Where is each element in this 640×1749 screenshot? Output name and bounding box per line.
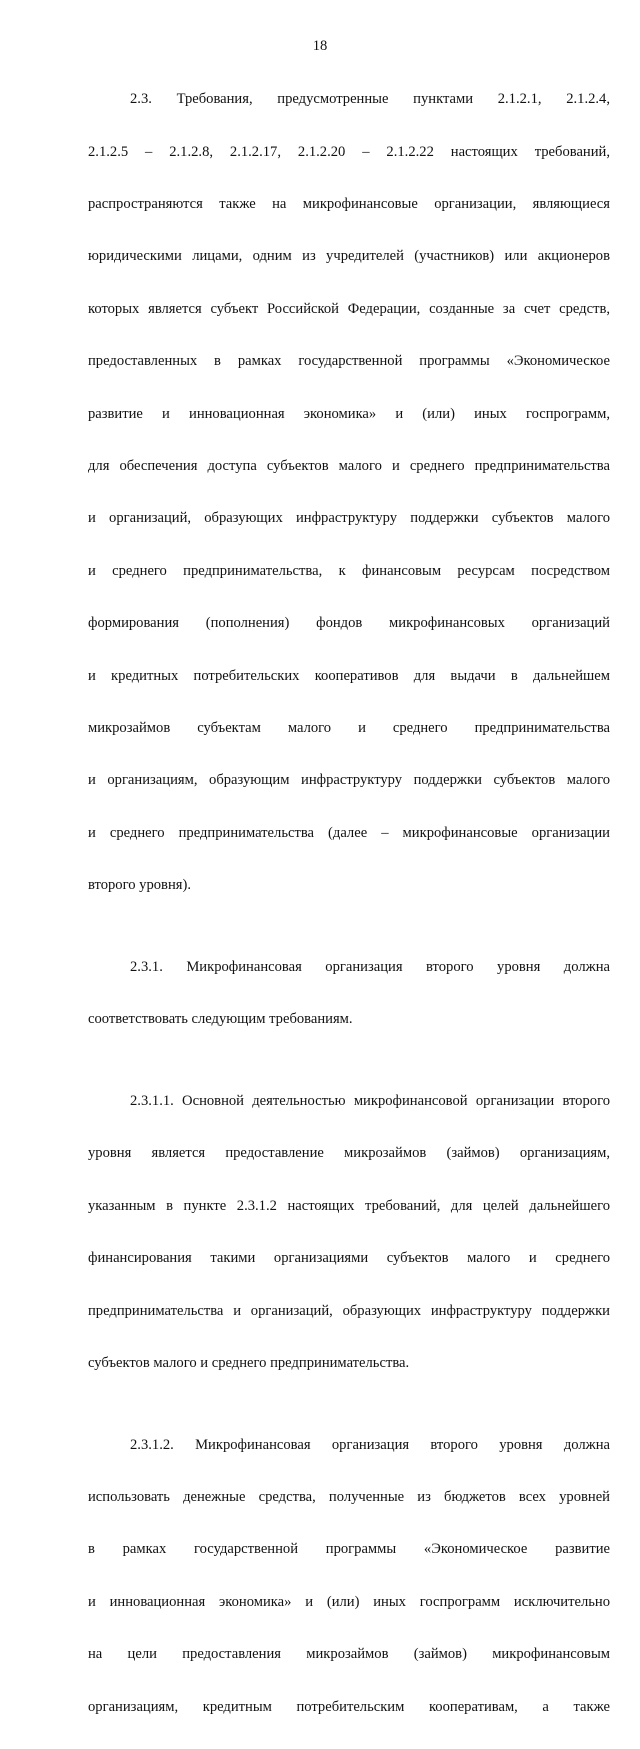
paragraph-2-3	[88, 60, 610, 925]
text-line: микрозаймов субъектам малого и среднего предпринимательства	[88, 720, 610, 737]
text-line: 2.3.1.2. Микрофинансовая организация второго уровня должна	[130, 1436, 610, 1453]
text-line: распространяются также на микрофинансовые организации, являющиеся	[88, 196, 610, 213]
text-line: 2.1.2.5 – 2.1.2.8, 2.1.2.17, 2.1.2.20 – 2.1.2.22 настоящих требований,	[88, 143, 610, 160]
text-line: в рамках государственной программы «Экономическое развитие	[88, 1541, 610, 1558]
text-line: и кредитных потребительских кооперативов для выдачи в дальнейшем	[88, 667, 610, 684]
text-line: предоставленных в рамках государственной программы «Экономическое	[88, 353, 610, 370]
page-number: 18	[312, 38, 328, 54]
text-line: формирования (пополнения) фондов микрофинансовых организаций	[88, 615, 610, 632]
text-line: 2.3.1.1. Основной деятельностью микрофинансовой организации второго	[130, 1092, 610, 1109]
text-line: финансирования такими организациями субъектов малого и среднего	[88, 1250, 610, 1267]
text-line: указанным в пункте 2.3.1.2 настоящих требований, для целей дальнейшего	[88, 1197, 610, 1214]
text-line: субъектов малого и среднего предпринимательства.	[88, 1354, 410, 1371]
text-line: уровня является предоставление микрозаймов (займов) организациям,	[88, 1145, 610, 1162]
text-line: на цели предоставления микрозаймов (займов) микрофинансовым	[88, 1646, 610, 1663]
text-line: организациям, кредитным потребительским кооперативам, а также	[88, 1698, 610, 1715]
text-line: и среднего предпринимательства (далее – микрофинансовые организации	[88, 824, 610, 841]
text-line: и организаций, образующих инфраструктуру поддержки субъектов малого	[88, 510, 610, 527]
text-line: соответствовать следующим требованиям.	[88, 1011, 353, 1028]
text-line: развитие и инновационная экономика» и (или) иных госпрограмм,	[88, 405, 610, 422]
text-line: предпринимательства и организаций, образующих инфраструктуру поддержки	[88, 1302, 610, 1319]
paragraph-2-3-1-1	[88, 1062, 610, 1403]
text-line: и среднего предпринимательства, к финансовым ресурсам посредством	[88, 562, 610, 579]
text-line: и инновационная экономика» и (или) иных госпрограмм исключительно	[88, 1593, 610, 1610]
text-line: 2.3. Требования, предусмотренные пунктами 2.1.2.1, 2.1.2.4,	[130, 91, 610, 108]
text-line: и организациям, образующим инфраструктуру поддержки субъектов малого	[88, 772, 610, 789]
paragraph-2-3-1-2	[88, 1405, 610, 1746]
text-line: второго уровня).	[88, 877, 191, 894]
text-line: использовать денежные средства, полученные из бюджетов всех уровней	[88, 1488, 610, 1505]
paragraph-2-3-1	[88, 928, 610, 1059]
text-line: 2.3.1. Микрофинансовая организация второго уровня должна	[130, 958, 610, 975]
text-line: которых является субъект Российской Федерации, созданные за счет средств,	[88, 300, 610, 317]
text-line: для обеспечения доступа субъектов малого и среднего предпринимательства	[88, 458, 610, 475]
text-line: юридическими лицами, одним из учредителей (участников) или акционеров	[88, 248, 610, 265]
